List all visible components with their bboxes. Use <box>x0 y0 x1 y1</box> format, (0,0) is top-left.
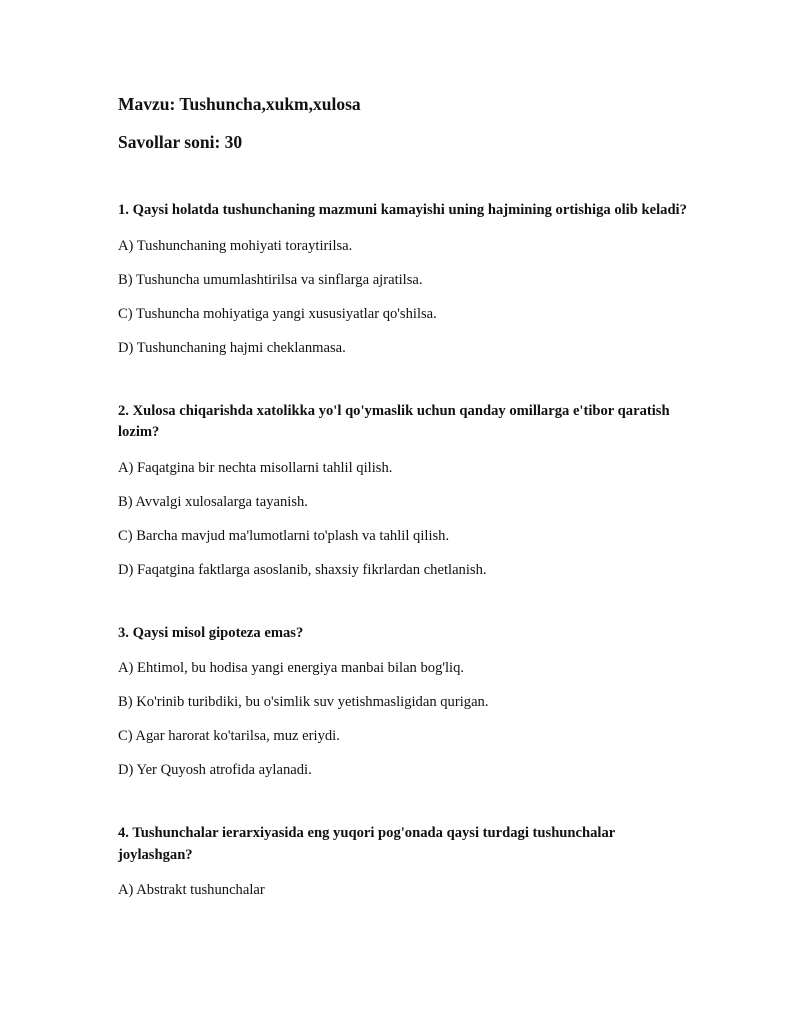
answer-option: C) Barcha mavjud ma'lumotlarni to'plash va tahlil qilish. <box>118 527 450 544</box>
document-content <box>118 92 688 943</box>
question-text: 3. Qaysi misol gipoteza emas? <box>118 624 304 641</box>
question-2 <box>118 401 688 580</box>
question-text: 2. Xulosa chiqarishda xatolikka yo'l qo'ymaslik uchun qanday omillarga e'tibor qaratish lozim? <box>118 402 670 440</box>
answer-option: D) Yer Quyosh atrofida aylanadi. <box>118 762 312 778</box>
answer-option: A) Abstrakt tushunchalar <box>118 882 265 898</box>
answer-option: B) Tushuncha umumlashtirilsa va sinflarga ajratilsa. <box>118 271 423 288</box>
answer-option: A) Tushunchaning mohiyati toraytirilsa. <box>118 237 353 254</box>
question-text: 1. Qaysi holatda tushunchaning mazmuni kamayishi uning hajmining ortishiga olib keladi? <box>118 202 687 218</box>
answer-option: C) Tushuncha mohiyatiga yangi xususiyatlar qo'shilsa. <box>118 305 437 322</box>
answer-option: B) Ko'rinib turibdiki, bu o'simlik suv yetishmasligidan qurigan. <box>118 694 489 710</box>
question-4 <box>118 823 688 900</box>
answer-option: C) Agar harorat ko'tarilsa, muz eriydi. <box>118 728 340 744</box>
answer-option: D) Faqatgina faktlarga asoslanib, shaxsiy fikrlardan chetlanish. <box>118 561 487 578</box>
question-count: Savollar soni: 30 <box>118 132 243 152</box>
question-1 <box>118 200 688 358</box>
question-3 <box>118 623 688 781</box>
answer-option: A) Ehtimol, bu hodisa yangi energiya manbai bilan bog'liq. <box>118 660 465 676</box>
answer-option: B) Avvalgi xulosalarga tayanish. <box>118 493 308 510</box>
question-text: 4. Tushunchalar ierarxiyasida eng yuqori pog'onada qaysi turdagi tushunchalar joylashgan? <box>118 825 615 863</box>
answer-option: A) Faqatgina bir nechta misollarni tahlil qilish. <box>118 459 393 476</box>
document-topic: Mavzu: Tushuncha,xukm,xulosa <box>118 94 361 114</box>
answer-option: D) Tushunchaning hajmi cheklanmasa. <box>118 339 346 356</box>
